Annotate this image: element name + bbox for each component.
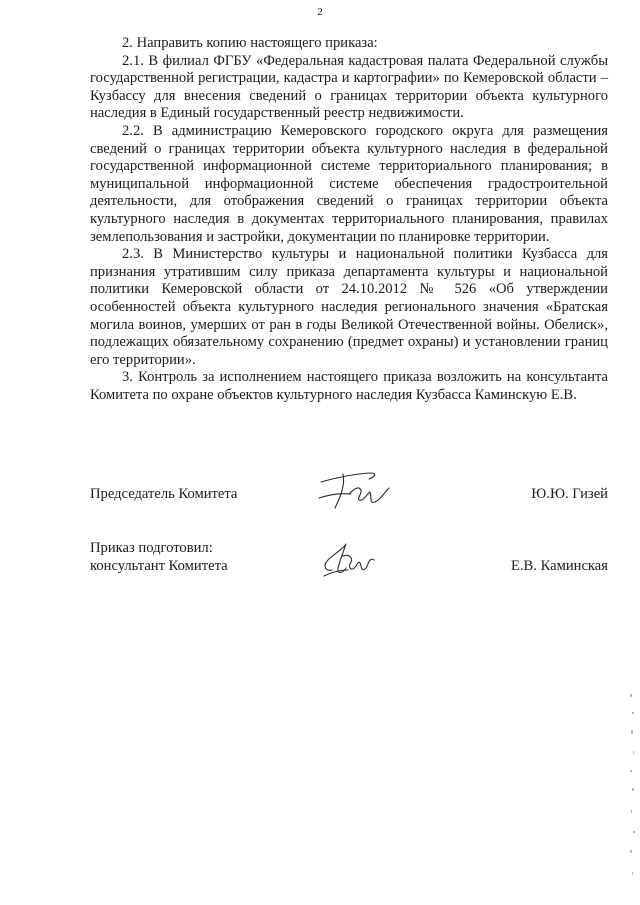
preparer-signature-block xyxy=(90,540,608,590)
preparer-handwritten-signature xyxy=(318,536,390,588)
preparer-position-line-1: Приказ подготовил: xyxy=(90,540,213,556)
preparer-position-line-2: консультант Комитета xyxy=(90,557,228,574)
scan-edge-artifact xyxy=(628,690,636,890)
chairman-signature-block xyxy=(90,486,608,526)
paragraph-2-3: 2.3. В Министерство культуры и национальной политики Кузбасса для признания утратившим силу приказа департамента культуры и национальной политики Кемеровской области от 24.10.2012 № 526 «Об утверждении особенностей объекта культурного наследия регионального значения «Братская могила воинов, умерших от ран в годы Великой Отечественной войны. Обелиск», подлежащих обязательному сохранению (предмет охраны) и установлении границ его территории». xyxy=(90,246,608,368)
paragraph-2-2: 2.2. В администрацию Кемеровского городского округа для размещения сведений о границах территории объекта культурного наследия в федеральной государственной информационной системе территориального планирования; в муниципальной информационной системе обеспечения градостроительной деятельности, для отображения сведений о границах территории объекта культурного наследия в документах территориального планирования, правилах землепользования и застройки, документации по планировке территории. xyxy=(90,122,608,245)
preparer-position xyxy=(90,540,228,575)
preparer-name: Е.В. Каминская xyxy=(510,558,608,574)
chairman-position: Председатель Комитета xyxy=(90,486,238,502)
paragraph-2-1: 2.1. В филиал ФГБУ «Федеральная кадастровая палата Федеральной службы государственной регистрации, кадастра и картографии» по Кемеровской области – Кузбассу для внесения сведений о границах территории объекта культурного наследия в Единый государственный реестр недвижимости. xyxy=(90,52,608,122)
chairman-name: Ю.Ю. Гизей xyxy=(531,486,608,502)
chairman-handwritten-signature xyxy=(315,464,405,518)
order-body xyxy=(90,35,608,404)
paragraph-3: 3. Контроль за исполнением настоящего приказа возложить на консультанта Комитета по охране объектов культурного наследия Кузбасса Каминскую Е.В. xyxy=(90,369,608,403)
paragraph-2: 2. Направить копию настоящего приказа: xyxy=(122,35,378,51)
page-number: 2 xyxy=(317,6,323,18)
